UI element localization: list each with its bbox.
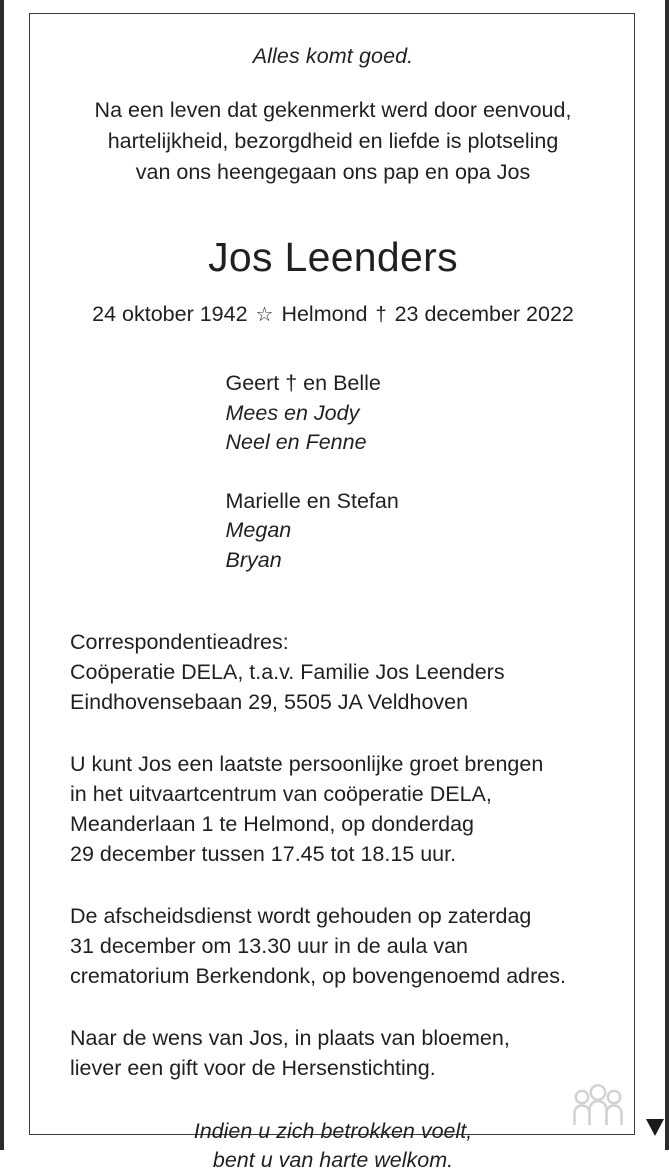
closing-line: bent u van harte welkom. xyxy=(212,1148,454,1173)
death-date: 23 december 2022 xyxy=(394,302,574,327)
life-dates-line xyxy=(46,302,620,327)
address-line: Coöperatie DELA, t.a.v. Familie Jos Leenders xyxy=(70,660,505,685)
family-child-name: Neel en Fenne xyxy=(225,430,367,455)
obituary-card-frame xyxy=(29,13,635,1173)
family-child-name: Mees en Jody xyxy=(225,400,360,425)
donation-line: liever een gift voor de Hersenstichting. xyxy=(70,1056,436,1081)
intro-line: van ons heengegaan ons pap en opa Jos xyxy=(135,160,531,184)
family-group xyxy=(226,487,441,576)
service-line: 31 december om 13.30 uur in de aula van xyxy=(70,934,469,959)
family-group xyxy=(226,369,441,458)
family-child-name: Bryan xyxy=(225,547,282,572)
closing-block xyxy=(46,1117,620,1175)
family-head-name: Marielle en Stefan xyxy=(225,488,399,513)
donation-block xyxy=(46,1023,620,1083)
obituary-content xyxy=(30,14,636,1175)
family-block xyxy=(46,369,620,575)
cross-icon: † xyxy=(375,304,387,327)
closing-line: Indien u zich betrokken voelt, xyxy=(193,1119,473,1144)
donation-line: Naar de wens van Jos, in plaats van bloemen, xyxy=(70,1026,510,1051)
intro-paragraph xyxy=(46,95,620,188)
birth-place: Helmond xyxy=(281,302,368,327)
service-line: crematorium Berkendonk, op bovengenoemd adres. xyxy=(70,964,566,989)
family-child-name: Megan xyxy=(225,518,292,543)
visitation-line: 29 december tussen 17.45 tot 18.15 uur. xyxy=(70,842,457,867)
star-icon: ☆ xyxy=(255,304,274,327)
intro-line: hartelijkheid, bezorgdheid en liefde is plotseling xyxy=(107,129,559,153)
service-line: De afscheidsdienst wordt gehouden op zaterdag xyxy=(70,904,532,929)
birth-date: 24 oktober 1942 xyxy=(92,302,248,327)
correspondence-address-block xyxy=(46,627,620,717)
deceased-name: Jos Leenders xyxy=(208,234,458,280)
visitation-line: Meanderlaan 1 te Helmond, op donderdag xyxy=(70,812,475,837)
family-group-logo-icon xyxy=(570,1084,626,1126)
visitation-block xyxy=(46,749,620,869)
family-head-name: Geert † en Belle xyxy=(225,371,381,396)
address-line: Eindhovensebaan 29, 5505 JA Veldhoven xyxy=(70,690,469,715)
intro-line: Na een leven dat gekenmerkt werd door eenvoud, xyxy=(94,98,572,122)
service-block xyxy=(46,901,620,991)
visitation-line: in het uitvaartcentrum van coöperatie DELA, xyxy=(70,782,492,807)
scroll-down-arrow-icon[interactable] xyxy=(645,1116,665,1138)
motto-line: Alles komt goed. xyxy=(252,44,414,68)
address-line: Correspondentieadres: xyxy=(70,630,289,655)
visitation-line: U kunt Jos een laatste persoonlijke groet brengen xyxy=(70,752,544,777)
